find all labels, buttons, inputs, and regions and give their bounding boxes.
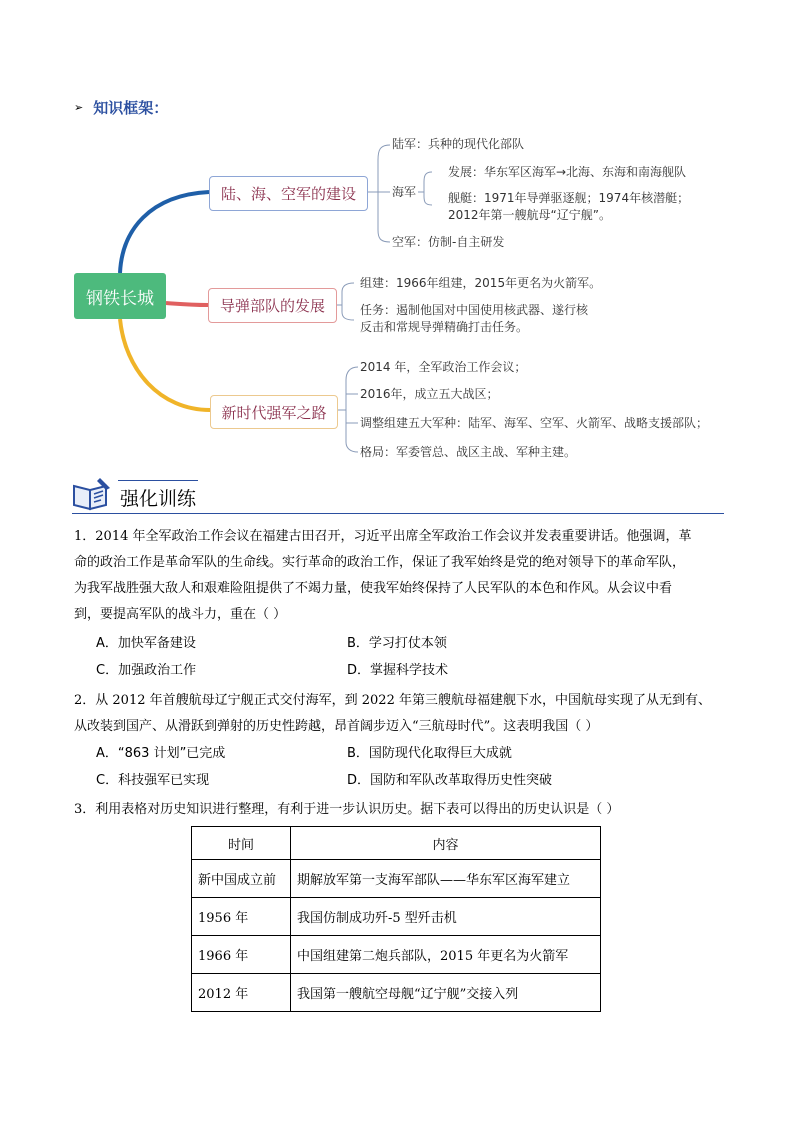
question-2 — [74, 688, 724, 740]
leaf-missile-task-2: 反击和常规导弹精确打击任务。 — [360, 320, 529, 334]
leaf-new-era-1: 2014 年，全军政治工作会议； — [360, 360, 527, 374]
question-1 — [74, 524, 724, 628]
leaf-missile-task-1: 任务：遏制他国对中国使用核武器、遂行核 — [360, 303, 589, 317]
q1-option-b[interactable]: B．学习打仗本领 — [347, 636, 447, 651]
q2-option-a[interactable]: A．“863 计划”已完成 — [96, 746, 226, 761]
leaf-navy-ships-1: 舰艇：1971年导弹驱逐舰；1974年核潜艇； — [448, 191, 690, 205]
mindmap-branch-forces: 陆、海、空军的建设 — [209, 176, 368, 211]
leaf-new-era-3: 调整组建五大军种：陆军、海军、空军、火箭军、战略支援部队； — [360, 416, 709, 430]
branch-connector-3 — [120, 319, 210, 410]
q1-line: 1．2014 年全军政治工作会议在福建古田召开，习近平出席全军政治工作会议并发表重要讲话。他强调，革 — [74, 529, 692, 544]
leaf-air-force: 空军：仿制-自主研发 — [392, 235, 505, 249]
q1-option-d[interactable]: D．掌握科学技术 — [347, 663, 449, 678]
table-header-time: 时间 — [192, 827, 291, 860]
leaf-navy-ships-2: 2012年第一艘航母“辽宁舰”。 — [448, 208, 611, 222]
open-book-icon — [70, 476, 114, 512]
question-3 — [74, 797, 724, 823]
mindmap-root: 钢铁长城 — [74, 273, 166, 319]
branch2-bracket — [335, 283, 354, 320]
table-header-content: 内容 — [291, 827, 601, 860]
table-cell-content: 我国仿制成功歼-5 型歼击机 — [291, 898, 601, 936]
table-cell-content: 我国第一艘航空母舰“辽宁舰”交接入列 — [291, 974, 601, 1012]
q2-option-c[interactable]: C．科技强军已实现 — [96, 773, 210, 788]
leaf-army: 陆军：兵种的现代化部队 — [392, 137, 525, 151]
leaf-missile-build: 组建：1966年组建，2015年更名为火箭军。 — [360, 276, 602, 290]
table-cell-time: 1956 年 — [192, 898, 291, 936]
table-row — [192, 936, 601, 974]
q1-line: 到，要提高军队的战斗力，重在（ ） — [74, 607, 287, 622]
mindmap-branch-new-era: 新时代强军之路 — [210, 395, 338, 429]
mindmap-branch-missile: 导弹部队的发展 — [208, 288, 337, 323]
q2-line: 2．从 2012 年首艘航母辽宁舰正式交付海军，到 2022 年第三艘航母福建舰下水，中国航母实现了从无到有、 — [74, 693, 711, 708]
table-cell-time: 新中国成立前 — [192, 860, 291, 898]
branch3-bracket — [336, 367, 358, 452]
leaf-new-era-2: 2016年，成立五大战区； — [360, 387, 499, 401]
q3-line: 3．利用表格对历史知识进行整理，有利于进一步认识历史。据下表可以得出的历史认识是（ ） — [74, 802, 620, 817]
title-rule-top — [118, 480, 198, 481]
q1-option-a[interactable]: A．加快军备建设 — [96, 636, 196, 651]
table-cell-time: 2012 年 — [192, 974, 291, 1012]
table-header-row — [192, 827, 601, 860]
leaf-navy-label: 海军 — [392, 185, 417, 199]
table-cell-time: 1966 年 — [192, 936, 291, 974]
leaf-new-era-4: 格局：军委管总、战区主战、军种主建。 — [360, 445, 577, 459]
section-title: 知识框架： — [93, 99, 169, 117]
training-title: 强化训练 — [120, 488, 197, 510]
q1-line: 为我军战胜强大敌人和艰难险阻提供了不竭力量，使我军始终保持了人民军队的本色和作风。从会议中看 — [74, 581, 673, 596]
q2-line: 从改装到国产、从滑跃到弹射的历史性跨越，昂首阔步迈入“三航母时代”。这表明我国（ ） — [74, 719, 599, 734]
leaf-navy-development: 发展：华东军区海军→北海、东海和南海舰队 — [448, 165, 687, 179]
table-cell-content: 期解放军第一支海军部队——华东军区海军建立 — [291, 860, 601, 898]
table-row — [192, 860, 601, 898]
history-table — [191, 826, 601, 1012]
title-rule — [72, 513, 724, 514]
q2-option-d[interactable]: D．国防和军队改革取得历史性突破 — [347, 773, 553, 788]
branch-connector-1 — [120, 192, 209, 273]
table-row — [192, 974, 601, 1012]
branch-connector-2 — [166, 303, 208, 305]
q2-option-b[interactable]: B．国防现代化取得巨大成就 — [347, 746, 512, 761]
table-row — [192, 898, 601, 936]
table-cell-content: 中国组建第二炮兵部队，2015 年更名为火箭军 — [291, 936, 601, 974]
arrow-bullet-icon: ➢ — [74, 101, 84, 114]
q1-option-c[interactable]: C．加强政治工作 — [96, 663, 197, 678]
q1-line: 命的政治工作是革命军队的生命线。实行革命的政治工作，保证了我军始终是党的绝对领导下的革命军队， — [74, 555, 686, 570]
